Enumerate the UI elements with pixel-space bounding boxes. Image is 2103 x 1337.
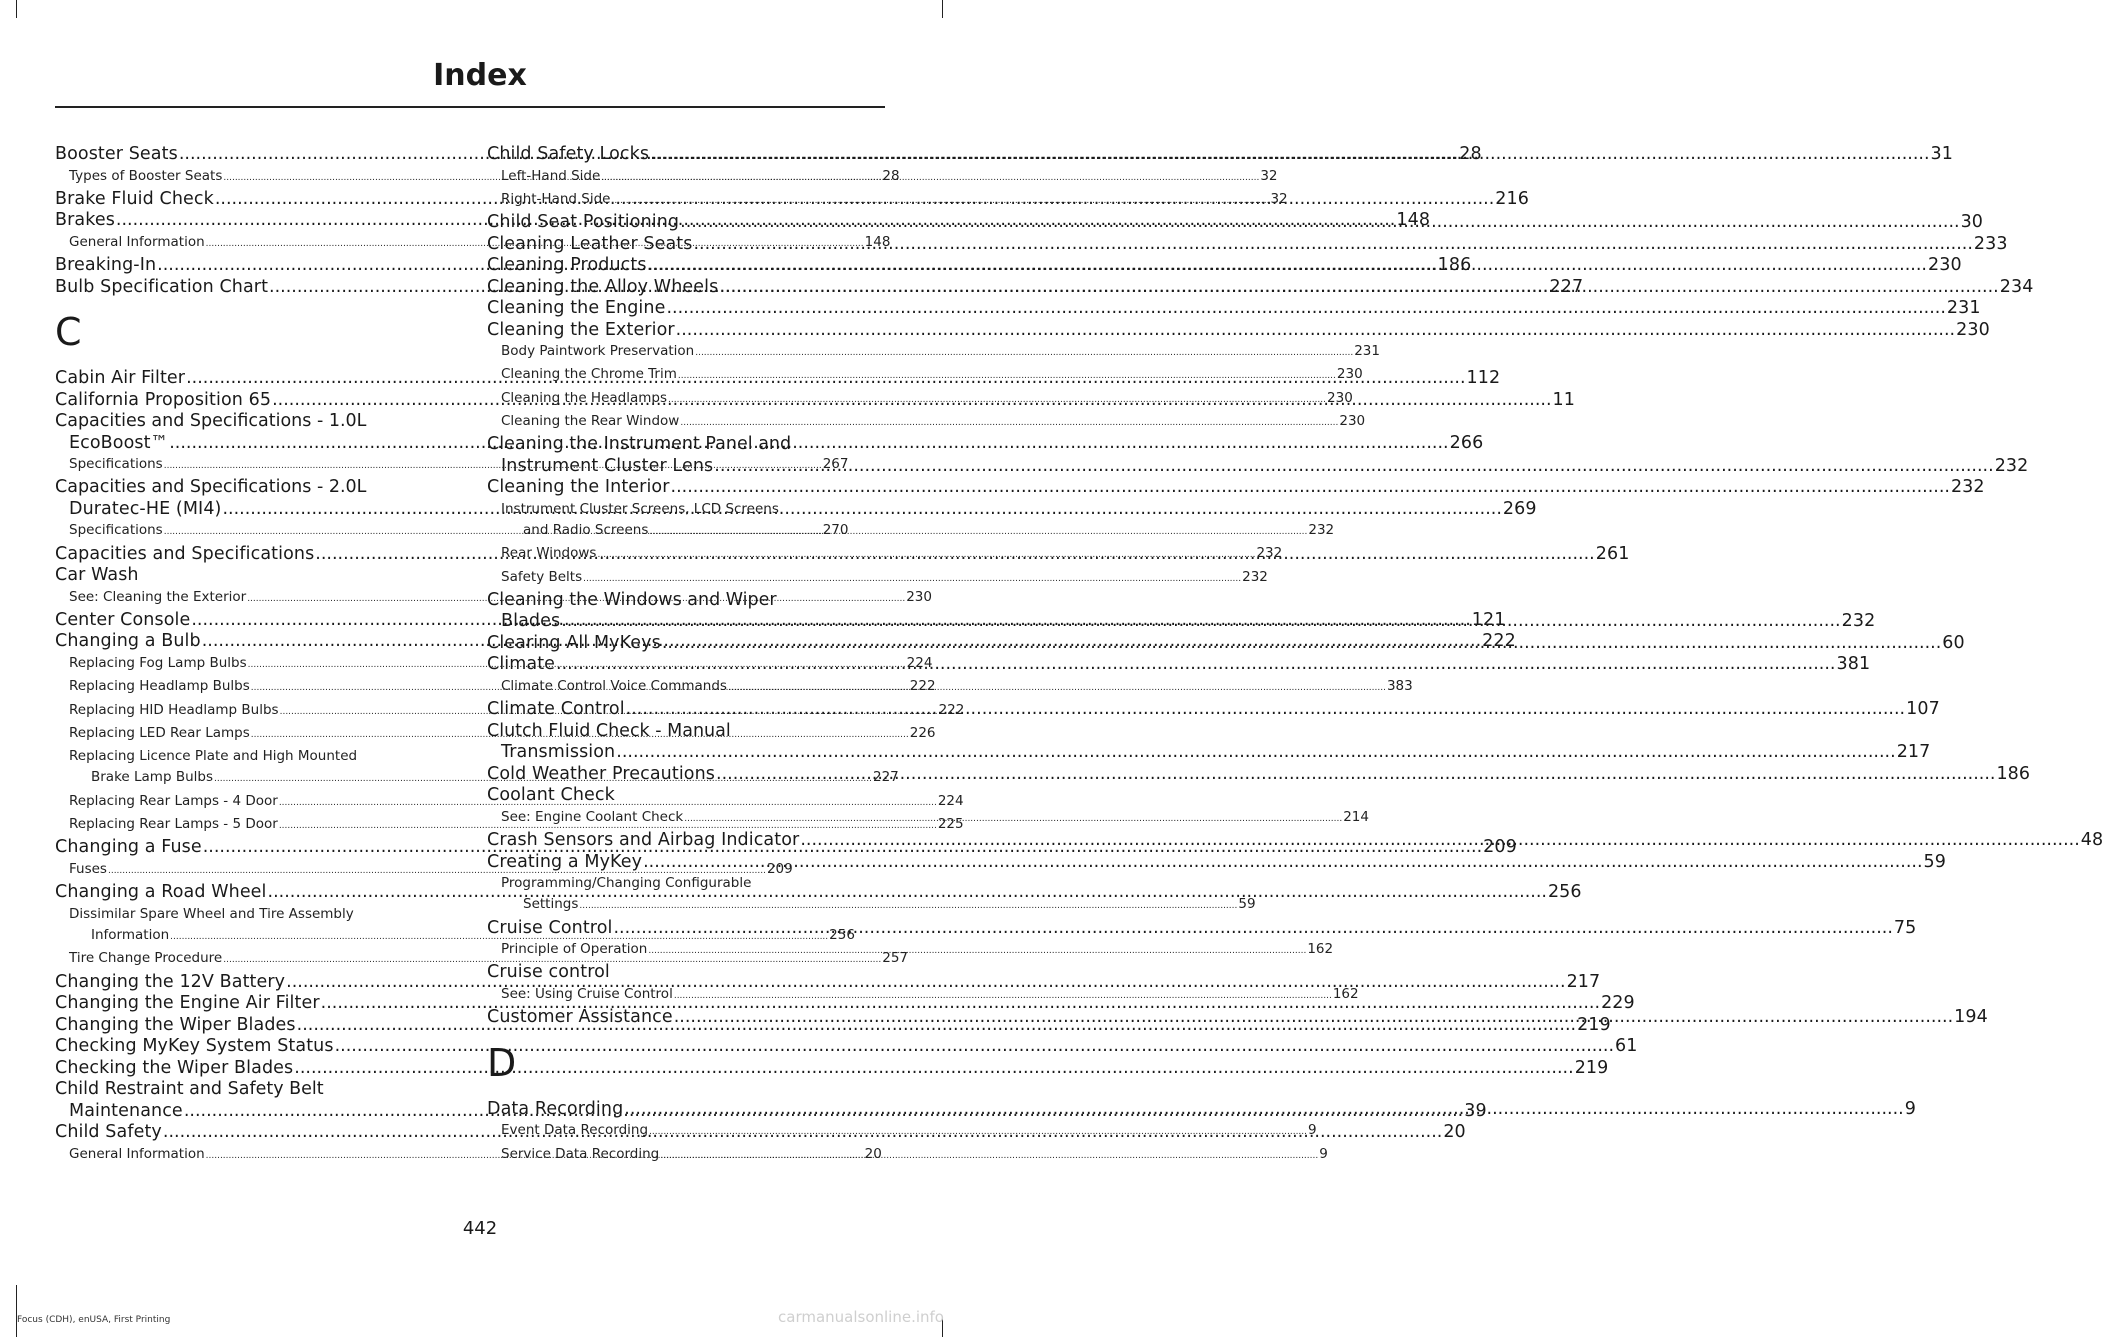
subindex-entry-page: 230 <box>1339 412 1366 429</box>
index-entry[interactable] <box>487 455 2029 478</box>
index-entry-page: 112 <box>1466 368 1501 389</box>
index-entry-text: Cleaning the Alloy Wheels <box>487 276 719 297</box>
index-entry-page: 219 <box>1574 1057 1609 1078</box>
subindex-entry-page: 224 <box>937 792 964 809</box>
index-entry-text: Climate Control <box>487 699 625 720</box>
index-entry-page: 194 <box>1954 1007 1988 1028</box>
subindex-entry[interactable] <box>487 567 1268 590</box>
index-entry-page: 30 <box>1960 212 1984 233</box>
dot-leader <box>662 633 1941 655</box>
index-entry-page: 39 <box>1464 1100 1487 1121</box>
index-entry-text: Cleaning the Exterior <box>487 319 675 340</box>
index-entry-page: 381 <box>1836 654 1871 675</box>
index-entry-page: 217 <box>1896 742 1931 763</box>
subindex-entry-page: 232 <box>1256 545 1283 562</box>
subindex-entry-page: 225 <box>937 816 964 833</box>
index-entry-text: Changing a Fuse <box>55 837 202 858</box>
dot-leader <box>648 255 1927 277</box>
dot-leader <box>649 522 1307 543</box>
dot-leader <box>660 1146 1318 1167</box>
subindex-entry-page: 231 <box>1354 343 1380 360</box>
index-entry-text: Transmission <box>501 742 616 763</box>
index-entry[interactable] <box>55 1057 1609 1080</box>
index-entry[interactable] <box>487 851 1946 874</box>
index-entry-text: Crash Sensors and Airbag Indicator <box>487 830 800 851</box>
dot-leader <box>579 896 1237 917</box>
index-entry-text: Cleaning the Engine <box>487 298 666 319</box>
subindex-entry-page: 222 <box>909 678 936 695</box>
index-entry-text: Blades <box>501 611 561 632</box>
index-entry-text: Breaking-In <box>55 255 157 276</box>
dot-leader <box>716 764 1995 786</box>
subindex-entry[interactable] <box>487 341 1380 364</box>
dot-leader <box>616 742 1895 764</box>
index-entry[interactable] <box>487 742 1931 764</box>
index-entry-text: Cruise Control <box>487 917 613 938</box>
subindex-entry-page: 32 <box>1260 167 1278 184</box>
subindex-entry-text-line1: Programming/Changing Configurable <box>501 875 752 892</box>
subindex-entry-text: Cleaning the Headlamps <box>501 389 668 406</box>
dot-leader <box>601 168 1259 189</box>
index-entry-text-line1: Clutch Fluid Check - Manual <box>487 720 731 741</box>
index-entry-page: 217 <box>1566 971 1601 992</box>
dot-leader <box>674 1007 1953 1029</box>
dot-leader <box>666 298 1945 320</box>
subindex-entry-page: 256 <box>829 926 855 943</box>
dot-leader <box>556 654 1835 676</box>
dot-leader <box>668 390 1326 411</box>
subindex-entry-page: 270 <box>822 522 849 539</box>
subindex-entry-text: Event Data Recording <box>501 1122 649 1139</box>
subindex-entry-text: and Radio Screens <box>523 522 649 539</box>
index-entry-heading: Coolant Check <box>487 785 615 806</box>
subindex-entry-text: General Information <box>69 233 205 250</box>
subindex-entry-text: See: Engine Coolant Check <box>501 808 684 825</box>
index-entry-page: 31 <box>1930 144 1953 164</box>
dot-leader <box>643 852 1922 874</box>
index-entry-text: Climate <box>487 654 556 675</box>
index-entry-text: Changing a Road Wheel <box>55 882 267 903</box>
index-entry-text: EcoBoost™ <box>69 432 169 453</box>
subindex-entry-text: Climate Control Voice Commands <box>501 677 727 694</box>
index-entry-text: Changing a Bulb <box>55 631 201 652</box>
subindex-entry-page: 230 <box>906 588 932 605</box>
subindex-entry-page: 232 <box>1242 568 1268 585</box>
index-entry-page: 234 <box>1999 276 2034 297</box>
page-title: Index <box>433 58 527 93</box>
subindex-entry-multiline[interactable] <box>487 499 1335 544</box>
subindex-entry-text: Specifications <box>69 522 163 539</box>
subindex-entry[interactable] <box>487 388 1353 411</box>
subindex-entry-multiline[interactable] <box>487 873 1256 918</box>
subindex-entry-page: 222 <box>938 701 965 718</box>
index-entry-page: 107 <box>1906 699 1940 720</box>
index-entry-text: Checking the Wiper Blades <box>55 1057 294 1078</box>
index-entry-text: Data Recording <box>487 1098 624 1119</box>
subindex-entry-page: 230 <box>1336 366 1363 383</box>
subindex-entry-text: Replacing HID Headlamp Bulbs <box>69 701 279 718</box>
index-entry-text: Cleaning the Interior <box>487 477 670 498</box>
index-entry-page: 261 <box>1595 543 1630 564</box>
subindex-entry-page: 9 <box>1308 1122 1317 1139</box>
subindex-entry-text: Replacing Headlamp Bulbs <box>69 678 250 695</box>
subindex-entry[interactable] <box>487 364 1363 387</box>
subindex-entry-page: 383 <box>1386 677 1413 694</box>
subindex-entry-text: General Information <box>69 1145 205 1162</box>
dot-leader <box>649 1122 1307 1143</box>
subindex-entry[interactable] <box>501 894 1256 917</box>
index-entry-page: 232 <box>1994 455 2029 476</box>
index-entry-text: Cleaning Products <box>487 255 647 276</box>
subindex-entry-text: Replacing LED Rear Lamps <box>69 724 250 741</box>
dot-leader <box>674 986 1332 1007</box>
index-entry-page: 219 <box>1577 1014 1611 1035</box>
subindex-entry-text: Types of Booster Seats <box>69 167 223 184</box>
dot-leader <box>680 212 1959 234</box>
subindex-entry-page: 28 <box>882 167 900 184</box>
subindex-entry-text-line1: Instrument Cluster Screens, LCD Screens <box>501 500 779 517</box>
index-entry-page: 216 <box>1495 188 1529 209</box>
dot-leader <box>561 611 1840 633</box>
index-entry-text: Changing the Engine Air Filter <box>55 993 320 1014</box>
subindex-entry-page: 20 <box>864 1145 882 1162</box>
index-entry-page: 121 <box>1471 609 1506 630</box>
index-entry-text: Child Safety <box>55 1122 162 1143</box>
index-entry-page: 61 <box>1615 1036 1638 1057</box>
index-entry-text: Clearing All MyKeys <box>487 632 661 653</box>
subindex-entry-page: 148 <box>864 233 891 250</box>
subindex-entry[interactable] <box>487 1144 1328 1167</box>
crop-mark-bottom-left <box>16 1285 17 1337</box>
index-entry[interactable] <box>487 319 1990 342</box>
subindex-entry-text: See: Using Cruise Control <box>501 985 673 1002</box>
index-entry-text: Customer Assistance <box>487 1007 673 1028</box>
subindex-entry[interactable] <box>501 520 1335 543</box>
index-entry-text: Checking MyKey System Status <box>55 1036 334 1057</box>
index-entry[interactable] <box>487 477 1985 499</box>
index-entry-text-line1: Capacities and Specifications - 1.0L <box>55 411 367 432</box>
dot-leader <box>728 678 1386 699</box>
page-number: 442 <box>462 1218 498 1239</box>
subindex-entry-page: 230 <box>1327 389 1353 406</box>
index-entry-text: Booster Seats <box>55 144 178 164</box>
subindex-entry-page: 226 <box>909 724 936 741</box>
index-entry-text: Changing the Wiper Blades <box>55 1014 296 1035</box>
index-entry-heading: Car Wash <box>55 565 139 586</box>
subindex-entry-text: Specifications <box>69 456 163 473</box>
dot-leader <box>611 191 1269 212</box>
section-letter: D <box>487 1040 517 1085</box>
index-entry[interactable] <box>55 1036 1638 1058</box>
dot-leader <box>684 809 1342 830</box>
index-entry-text: Child Safety Locks <box>487 144 650 164</box>
index-entry-page: 256 <box>1547 882 1582 903</box>
index-entry-text: Brakes <box>55 210 115 231</box>
index-entry-text: Brake Fluid Check <box>55 188 214 209</box>
subindex-entry[interactable] <box>487 984 1359 1007</box>
index-entry-text: Bulb Specification Chart <box>55 276 269 297</box>
index-entry-page: 232 <box>1950 477 1985 498</box>
subindex-entry-page: 162 <box>1332 985 1359 1002</box>
dot-leader <box>650 144 1929 166</box>
subindex-entry-text: Brake Lamp Bulbs <box>91 769 213 786</box>
subindex-entry[interactable] <box>487 1120 1317 1143</box>
index-entry-page: 227 <box>1549 276 1584 297</box>
subindex-entry-text: Left-Hand Side <box>501 167 601 184</box>
subindex-entry-page: 32 <box>1270 190 1288 207</box>
index-entry-text-line1: Capacities and Specifications - 2.0L <box>55 477 367 498</box>
subindex-entry[interactable] <box>487 543 1283 566</box>
index-entry-page: 231 <box>1946 298 1981 319</box>
index-entry-page: 75 <box>1893 917 1917 938</box>
subindex-entry-page: 232 <box>1308 522 1335 539</box>
index-entry-text: Changing the 12V Battery <box>55 971 286 992</box>
subindex-entry-text: Fuses <box>69 860 107 877</box>
watermark: carmanualsonline.info <box>778 1308 944 1326</box>
index-entry-text-line1: Cleaning the Windows and Wiper <box>487 589 777 610</box>
index-entry-page: 148 <box>1396 210 1431 231</box>
subindex-entry-text: Replacing Rear Lamps - 4 Door <box>69 792 278 809</box>
index-entry-page: 48 <box>2080 830 2103 851</box>
dot-leader <box>719 277 1998 299</box>
subindex-entry-text: Body Paintwork Preservation <box>501 343 695 360</box>
index-entry-page: 186 <box>1437 255 1472 276</box>
index-entry-page: 232 <box>1841 611 1876 632</box>
subindex-entry-text: Replacing Rear Lamps - 5 Door <box>69 816 278 833</box>
index-entry-text: Center Console <box>55 609 191 630</box>
subindex-entry-page: 227 <box>873 769 899 786</box>
index-entry-page: 11 <box>1552 389 1575 410</box>
subindex-entry-text: Rear Windows <box>501 545 597 562</box>
index-entry-text-line1: Child Restraint and Safety Belt <box>55 1079 324 1100</box>
index-entry-text: Maintenance <box>69 1100 183 1121</box>
index-entry-page: 59 <box>1923 851 1946 872</box>
subindex-entry-text: Information <box>91 926 170 943</box>
dot-leader <box>626 699 1905 721</box>
dot-leader <box>624 1099 1903 1121</box>
subindex-entry-text: Cleaning the Rear Window <box>501 412 680 429</box>
dot-leader <box>676 320 1955 342</box>
dot-leader <box>613 918 1892 940</box>
dot-leader <box>597 545 1255 566</box>
subindex-entry-page: 267 <box>822 456 849 473</box>
index-entry-page: 28 <box>1459 144 1482 164</box>
subindex-entry-text: Service Data Recording <box>501 1145 660 1162</box>
index-entry-text: Creating a MyKey <box>487 851 643 872</box>
section-letter: C <box>55 310 82 355</box>
index-entry-page: 222 <box>1482 631 1516 652</box>
index-entry-text: Capacities and Specifications <box>55 543 315 564</box>
subindex-entry-page: 162 <box>1307 941 1334 958</box>
subindex-entry-text: Settings <box>523 896 579 913</box>
index-entry-heading: Cruise control <box>487 962 610 983</box>
index-entry-page: 60 <box>1942 632 1965 653</box>
index-entry-text: Instrument Cluster Lens <box>501 455 714 476</box>
index-entry-page: 269 <box>1502 498 1537 519</box>
crop-mark-top-right <box>942 0 943 18</box>
index-entry-text: Child Seat Positioning <box>487 212 680 233</box>
subindex-entry-text: Safety Belts <box>501 568 583 585</box>
dot-leader <box>678 366 1336 387</box>
subindex-entry-text: Cleaning the Chrome Trim <box>501 366 677 383</box>
index-entry-text: Cold Weather Precautions <box>487 763 716 784</box>
subindex-entry-text: Right-Hand Side <box>501 190 611 207</box>
index-entry-text-line1: Cleaning the Instrument Panel and <box>487 434 792 455</box>
index-entry[interactable] <box>487 298 1981 320</box>
index-entry-page: 230 <box>1928 255 1962 276</box>
index-entry-page: 266 <box>1449 432 1484 453</box>
subindex-entry-page: 224 <box>906 654 933 671</box>
dot-leader <box>648 941 1306 962</box>
dot-leader <box>693 234 1972 256</box>
subindex-entry[interactable] <box>487 411 1366 434</box>
index-entry[interactable] <box>487 917 1917 940</box>
subindex-entry-page: 209 <box>766 860 793 877</box>
index-entry-page: 230 <box>1956 319 1990 340</box>
dot-leader <box>583 569 1241 590</box>
header-divider <box>55 106 885 108</box>
index-entry-page: 233 <box>1973 233 2008 254</box>
crop-mark-top-left <box>16 0 17 18</box>
publication-footer: Focus (CDH), enUSA, First Printing <box>17 1315 171 1325</box>
dot-leader <box>671 477 1950 499</box>
index-entry-text: Cleaning Leather Seats <box>487 233 693 254</box>
index-entry-text: Duratec-HE (MI4) <box>69 498 222 519</box>
index-entry-page: 209 <box>1483 837 1517 858</box>
index-entry-text: Cabin Air Filter <box>55 368 186 389</box>
index-entry-page: 9 <box>1904 1098 1916 1119</box>
subindex-entry-page: 59 <box>1238 896 1256 913</box>
dot-leader <box>680 413 1338 434</box>
subindex-entry-text: Tire Change Procedure <box>69 950 223 967</box>
index-entry-page: 20 <box>1443 1122 1466 1143</box>
index-entry-text: California Proposition 65 <box>55 389 272 410</box>
subindex-entry-text: See: Cleaning the Exterior <box>69 588 247 605</box>
subindex-entry-text-line1: Dissimilar Spare Wheel and Tire Assembly <box>69 905 354 922</box>
subindex-entry-text: Principle of Operation <box>501 941 648 958</box>
subindex-entry-page: 9 <box>1319 1145 1328 1162</box>
dot-leader <box>695 343 1353 364</box>
index-entry-page: 186 <box>1996 763 2031 784</box>
subindex-entry-text-line1: Replacing Licence Plate and High Mounted <box>69 748 358 765</box>
subindex-entry-page: 214 <box>1343 808 1369 825</box>
index-entry-page: 229 <box>1601 993 1635 1014</box>
subindex-entry[interactable] <box>487 189 1288 212</box>
subindex-entry-page: 257 <box>882 950 909 967</box>
subindex-entry-text: Replacing Fog Lamp Bulbs <box>69 654 247 671</box>
dot-leader <box>714 456 1993 478</box>
dot-leader <box>800 830 2079 852</box>
